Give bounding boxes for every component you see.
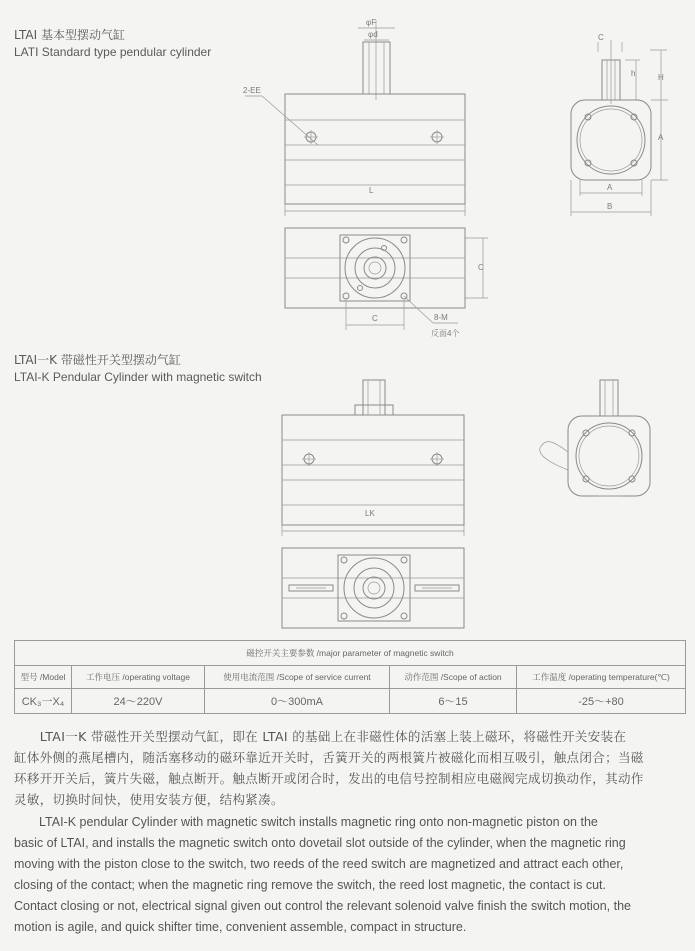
section1-title-cn: LTAI 基本型摆动气缸 [14,28,125,42]
section1-title-en: LATI Standard type pendular cylinder [14,45,212,59]
label-8-m: 8-M [434,313,448,322]
magnetic-switch-table [14,640,686,714]
description-en [14,812,686,938]
label-l: L [369,186,374,195]
table-row [15,689,686,714]
drawing-ltai-side [571,33,668,216]
table-header-row [15,666,686,689]
description-en-line: basic of LTAI, and installs the magnetic switch onto dovetail slot outside of the cylinder, when the magnetic ring [14,836,626,850]
label-phi-d: φd [368,30,378,39]
label-c-top: C [598,33,604,42]
section2-title-en: LTAI-K Pendular Cylinder with magnetic switch [14,370,262,384]
description-en-line: motion is agile, and quick shifter time, convenient assemble, compact in structure. [14,920,467,934]
label-b: B [607,202,613,211]
drawing-ltaik-side [540,380,650,496]
header-model: 型号 /Model [15,666,72,689]
label-c-right: C [478,263,484,272]
label-phi-f: φF [366,18,377,27]
header-service-current: 使用电流范围 /Scope of service current [205,666,390,689]
drawing-ltaik-flange [282,548,464,628]
drawing-ltai-front [243,18,465,216]
description-cn-line: LTAI一K 带磁性开关型摆动气缸，即在 LTAI 的基础上在非磁性体的活塞上装上磁环，将磁性开关安装在 [14,729,627,744]
label-h-large: H [658,73,664,82]
header-operating-temperature: 工作温度 /operating temperature(℃) [517,666,686,689]
label-h-small: h [631,69,636,78]
cell-action: 6～15 [390,689,517,714]
section2-title-cn: LTAI一K 带磁性开关型摆动气缸 [14,353,181,367]
label-c-bottom: C [372,314,378,323]
description-en-line: moving with the piston close to the switch, two reeds of the reed switch are magnetized and attract each other, [14,857,624,871]
description-cn-line: 灵敏，切换时间快，使用安装方便，结构紧凑。 [14,792,284,807]
cell-temperature: -25～+80 [517,689,686,714]
description-en-line: closing of the contact; when the magnetic ring remove the switch, the reed lost magnetic, the contact is cut. [14,878,606,892]
description-cn-line: 缸体外侧的燕尾槽内，随活塞移动的磁环靠近开关时，舌簧开关的两根簧片被磁化而相互吸引，触点闭合；当磁 [14,750,644,765]
description-en-line: LTAI-K pendular Cylinder with magnetic switch installs magnetic ring onto non-magnetic piston on the [14,815,598,829]
description-cn-line: 环移开开关后，簧片失磁，触点断开。触点断开或闭合时，发出的电信号控制相应电磁阀完成切换动作，其动作 [14,771,644,786]
drawing-ltai-flange [285,228,488,338]
label-a-side: A [658,133,664,142]
header-operating-voltage: 工作电压 /operating voltage [72,666,205,689]
cell-model: CK₃一X₄ [15,689,72,714]
drawing-ltaik-front [282,380,464,536]
header-scope-of-action: 动作范围 /Scope of action [390,666,517,689]
cell-voltage: 24～220V [72,689,205,714]
description-en-line: Contact closing or not, electrical signal given out control the relevant solenoid valve finish the switch motion, the [14,899,631,913]
label-lk: LK [365,509,375,518]
label-a-bottom: A [607,183,613,192]
description-cn [14,726,686,810]
label-2-ee: 2-EE [243,86,261,95]
cell-current: 0～300mA [205,689,390,714]
table-caption: 磁控开关主要参数 /major parameter of magnetic switch [15,641,686,666]
label-bolt-note: 反面4个 [431,329,460,338]
